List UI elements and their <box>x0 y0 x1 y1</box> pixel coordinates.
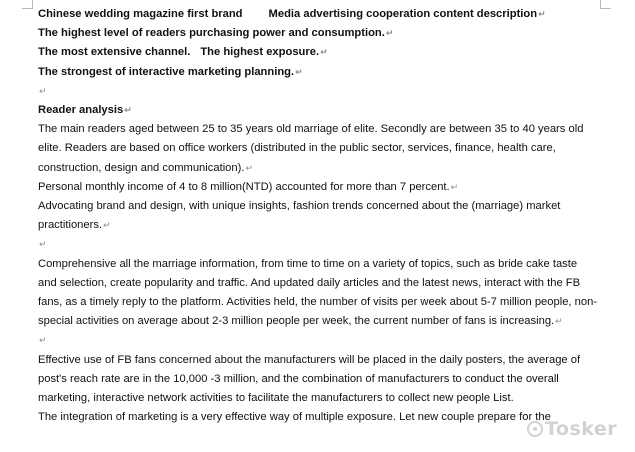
header-cooperation-title: Media advertising cooperation content description <box>268 8 538 20</box>
paragraph-mark-icon: ↵ <box>245 162 254 173</box>
header-channel: The most extensive channel. <box>38 46 191 59</box>
paragraph-text: Personal monthly income of 4 to 8 million(NTD) accounted for more than 7 percent. <box>38 180 450 193</box>
empty-paragraph <box>38 235 598 254</box>
paragraph-text: Effective use of FB fans concerned about the manufacturers will be placed in the daily posters, the average of post's reach rate are in the 10,000 -3 million, and the combination of manufacturers to conduct the overall marketing, interactive network activities to facilitate the manufacturers to collect new people List. <box>38 353 581 404</box>
header-line-4 <box>38 63 598 82</box>
document-body <box>38 5 598 427</box>
margin-corner-mark-left <box>22 0 33 9</box>
paragraph-mark-icon: ↵ <box>39 335 47 346</box>
paragraph-readers-age <box>38 120 598 178</box>
paragraph-text: Comprehensive all the marriage information, from time to time on a variety of topics, such as bride cake taste and selection, create popularity and traffic. And updated daily articles and the latest news, interact with the FB fans, as a timely reply to the platform. Activities held, the number of visits per week about 5-7 million people, non-special activities on average about 2-3 million people per week, the current number of fans is increasing. <box>38 257 598 328</box>
paragraph-text: The main readers aged between 25 to 35 years old marriage of elite. Secondly are between 35 to 40 years old elite. Readers are based on office workers (distributed in the public sector, services, finance, health care, construction, design and communication). <box>38 123 584 174</box>
paragraph-monthly-income <box>38 178 598 197</box>
section-title: Reader analysis <box>38 103 124 116</box>
empty-paragraph <box>38 82 598 101</box>
paragraph-mark-icon: ↵ <box>385 28 394 39</box>
header-exposure: The highest exposure. <box>200 46 320 59</box>
paragraph-integration-marketing <box>38 408 598 427</box>
paragraph-fb-fans <box>38 351 598 409</box>
paragraph-mark-icon: ↵ <box>39 85 47 96</box>
paragraph-mark-icon: ↵ <box>124 104 132 115</box>
paragraph-text: Advocating brand and design, with unique insights, fashion trends concerned about the (marriage) market practitioners. <box>38 199 561 232</box>
empty-paragraph <box>38 331 598 350</box>
header-line-2 <box>38 24 598 43</box>
header-magazine-title: Chinese wedding magazine first brand <box>38 8 243 20</box>
margin-corner-mark-right <box>600 0 611 9</box>
paragraph-mark-icon: ↵ <box>555 316 563 327</box>
paragraph-text: The integration of marketing is a very effective way of multiple exposure. Let new couple prepare for the <box>38 411 551 424</box>
paragraph-brand-design <box>38 197 598 235</box>
watermark-logo <box>527 418 617 440</box>
paragraph-marriage-information <box>38 255 598 332</box>
paragraph-mark-icon: ↵ <box>103 220 111 231</box>
header-line-1 <box>38 5 598 24</box>
header-marketing-planning: The strongest of interactive marketing planning. <box>38 65 295 78</box>
section-heading <box>38 101 598 120</box>
paragraph-mark-icon: ↵ <box>538 9 546 19</box>
watermark-icon <box>527 421 543 437</box>
paragraph-mark-icon: ↵ <box>450 181 459 192</box>
header-purchasing-power: The highest level of readers purchasing power and consumption. <box>38 27 385 40</box>
watermark-text: Tosker <box>545 418 618 440</box>
paragraph-mark-icon: ↵ <box>320 47 328 58</box>
paragraph-mark-icon: ↵ <box>295 66 303 77</box>
paragraph-mark-icon: ↵ <box>39 239 47 250</box>
header-line-3 <box>38 43 598 62</box>
